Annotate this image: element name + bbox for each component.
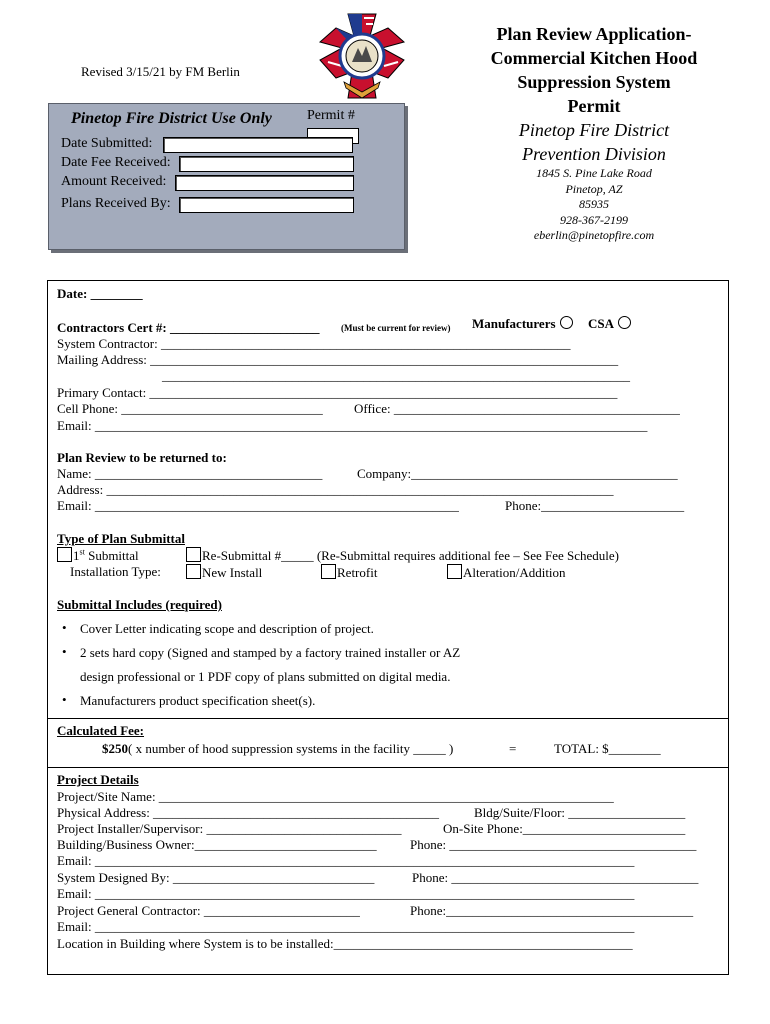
office-phone-field[interactable]: Office: ____________________________________________ — [354, 401, 680, 416]
fee-equals: = — [509, 741, 517, 756]
return-to-heading: Plan Review to be returned to: — [57, 450, 227, 465]
calculated-fee-heading: Calculated Fee: — [57, 723, 145, 738]
plans-received-by-label: Plans Received By: — [61, 196, 171, 211]
retrofit-label: Retrofit — [337, 565, 378, 580]
form-title — [452, 22, 736, 118]
bullet-icon: • — [62, 692, 67, 707]
installer-supervisor-field[interactable]: Project Installer/Supervisor: ______________________________ — [57, 821, 402, 836]
date-fee-received-label: Date Fee Received: — [61, 155, 171, 170]
address-line: 1845 S. Pine Lake Road — [536, 166, 652, 180]
fee-total-field[interactable]: TOTAL: $________ — [554, 741, 661, 756]
resubmittal-label: Re-Submittal #_____ (Re-Submittal requires additional fee – See Fee Schedule) — [202, 548, 619, 563]
retrofit-option[interactable] — [321, 564, 377, 581]
physical-address-field[interactable]: Physical Address: ____________________________________________ — [57, 805, 440, 820]
title-line: Suppression System — [517, 72, 671, 92]
general-contractor-field[interactable]: Project General Contractor: ________________________ — [57, 903, 360, 918]
project-details-heading: Project Details — [57, 772, 139, 787]
system-designed-by-field[interactable]: System Designed By: _______________________________ — [57, 870, 375, 885]
amount-received-field[interactable] — [175, 175, 354, 191]
first-submittal-label-rest: Submittal — [84, 548, 139, 563]
agency-line: Prevention Division — [522, 144, 666, 164]
fee-amount: $250 — [102, 741, 128, 756]
primary-contact-field[interactable]: Primary Contact: ________________________________________________________________________ — [57, 385, 618, 400]
includes-item: Manufacturers product specification sheet(s). — [80, 693, 316, 708]
section-divider — [47, 767, 728, 768]
section-divider — [47, 718, 728, 719]
owner-email-field[interactable]: Email: ___________________________________________________________________________________ — [57, 853, 635, 868]
manufacturers-radio[interactable] — [560, 316, 573, 329]
alteration-option[interactable] — [447, 564, 566, 581]
designer-email-field[interactable]: Email: ___________________________________________________________________________________ — [57, 886, 635, 901]
manufacturers-label: Manufacturers — [472, 316, 556, 331]
installation-type-label: Installation Type: — [70, 564, 161, 579]
building-owner-field[interactable]: Building/Business Owner:____________________________ — [57, 837, 377, 852]
agency-name — [452, 118, 736, 166]
csa-radio[interactable] — [618, 316, 631, 329]
contractor-email-field[interactable]: Email: ___________________________________________________________________________________ — [57, 919, 635, 934]
address-line: 928-367-2199 — [560, 212, 628, 227]
return-company-field[interactable]: Company:_________________________________________ — [357, 466, 678, 481]
submittal-includes-heading: Submittal Includes (required) — [57, 597, 222, 612]
alteration-label: Alteration/Addition — [463, 565, 566, 580]
fee-text: ( x number of hood suppression systems in the facility _____ ) — [128, 741, 454, 756]
mailing-address-field[interactable]: Mailing Address: ________________________________________________________________________ — [57, 352, 619, 367]
resubmittal-option[interactable] — [186, 547, 619, 564]
return-address-field[interactable]: Address: ______________________________________________________________________________ — [57, 482, 614, 497]
owner-phone-field[interactable]: Phone: ______________________________________ — [410, 837, 697, 852]
includes-item: design professional or 1 PDF copy of plans submitted on digital media. — [80, 669, 451, 684]
fee-calculation[interactable] — [102, 741, 453, 757]
cell-phone-field[interactable]: Cell Phone: _______________________________ — [57, 401, 323, 416]
new-install-option[interactable] — [186, 564, 262, 581]
title-line: Permit — [567, 96, 621, 116]
first-submittal-label: 1 — [73, 548, 80, 563]
title-line: Commercial Kitchen Hood — [490, 48, 698, 68]
amount-received-label: Amount Received: — [61, 174, 167, 189]
includes-item: 2 sets hard copy (Signed and stamped by a factory trained installer or AZ — [80, 645, 461, 660]
contractors-cert-field[interactable]: Contractors Cert #: _______________________ — [57, 320, 320, 335]
permit-label: Permit # — [307, 108, 355, 123]
email-field[interactable]: Email: _____________________________________________________________________________________ — [57, 418, 648, 433]
new-install-checkbox[interactable] — [186, 564, 201, 579]
submittal-type-heading: Type of Plan Submittal — [57, 531, 185, 546]
address-line: Pinetop, AZ — [565, 181, 623, 196]
system-contractor-field[interactable]: System Contractor: _______________________________________________________________ — [57, 336, 571, 351]
retrofit-checkbox[interactable] — [321, 564, 336, 579]
date-field[interactable]: Date: ________ — [57, 286, 143, 301]
return-phone-field[interactable]: Phone:______________________ — [505, 498, 685, 513]
title-line: Plan Review Application- — [496, 24, 692, 44]
first-submittal-checkbox[interactable] — [57, 547, 72, 562]
bullet-icon: • — [62, 644, 67, 659]
resubmittal-checkbox[interactable] — [186, 547, 201, 562]
return-name-field[interactable]: Name: ___________________________________ — [57, 466, 323, 481]
manufacturers-option[interactable] — [472, 316, 573, 332]
csa-option[interactable] — [588, 316, 631, 332]
bullet-icon: • — [62, 620, 67, 635]
system-location-field[interactable]: Location in Building where System is to be installed:______________________________________________ — [57, 936, 633, 951]
date-fee-received-field[interactable] — [179, 156, 354, 172]
contractor-phone-field[interactable]: Phone:______________________________________ — [410, 903, 694, 918]
bldg-suite-floor-field[interactable]: Bldg/Suite/Floor: __________________ — [474, 805, 686, 820]
revision-note: Revised 3/15/21 by FM Berlin — [81, 64, 240, 79]
plans-received-by-field[interactable] — [179, 197, 354, 213]
designer-phone-field[interactable]: Phone: ______________________________________ — [412, 870, 699, 885]
email-link[interactable]: eberlin@pinetopfire.com — [533, 228, 655, 242]
fire-district-logo-icon — [318, 12, 406, 100]
office-use-box — [48, 103, 405, 250]
return-email-field[interactable]: Email: ________________________________________________________ — [57, 498, 459, 513]
agency-line: Pinetop Fire District — [518, 120, 670, 140]
must-be-current-note: (Must be current for review) — [341, 323, 451, 333]
date-submitted-label: Date Submitted: — [61, 136, 153, 151]
project-site-name-field[interactable]: Project/Site Name: ______________________________________________________________________ — [57, 789, 614, 804]
office-use-heading: Pinetop Fire District Use Only — [71, 110, 272, 127]
csa-label: CSA — [588, 316, 615, 331]
address-line: 85935 — [579, 197, 609, 211]
mailing-address-line2[interactable]: ________________________________________________________________________ — [162, 368, 630, 383]
includes-item: Cover Letter indicating scope and description of project. — [80, 621, 374, 636]
first-submittal-sup: st — [79, 547, 85, 557]
new-install-label: New Install — [202, 565, 263, 580]
date-submitted-field[interactable] — [163, 137, 353, 153]
agency-address — [452, 166, 736, 244]
onsite-phone-field[interactable]: On-Site Phone:_________________________ — [443, 821, 686, 836]
first-submittal-option[interactable] — [57, 547, 139, 564]
alteration-checkbox[interactable] — [447, 564, 462, 579]
